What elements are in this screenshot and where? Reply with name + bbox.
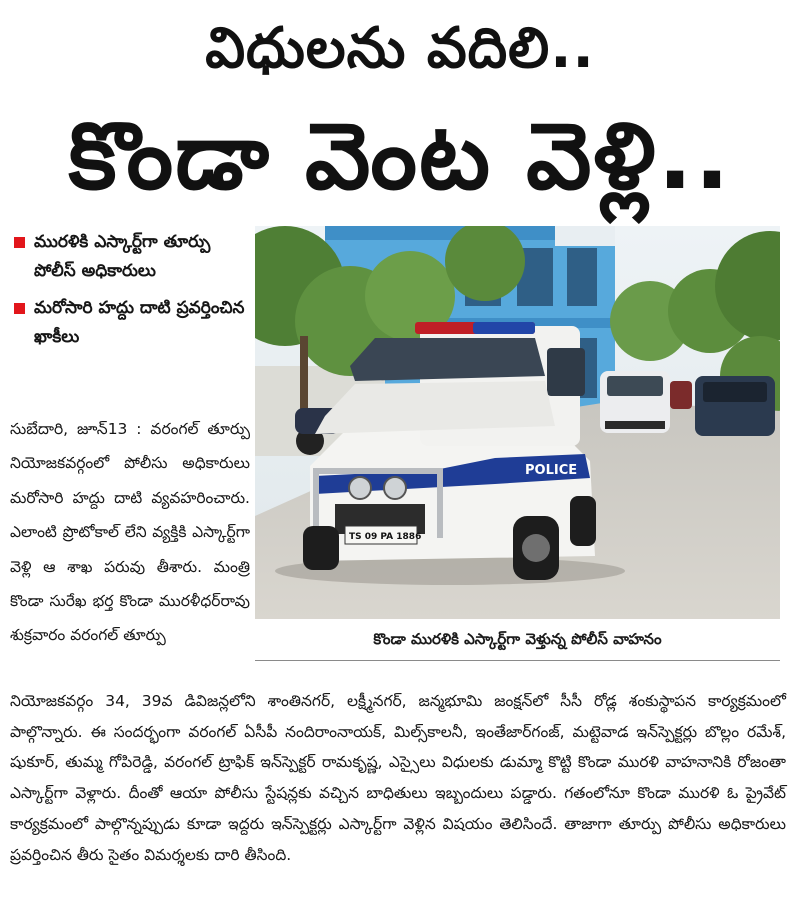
number-plate: TS 09 PA 1886: [349, 532, 422, 542]
caption-divider: [255, 660, 780, 661]
photo-caption: కొండా మురళికి ఎస్కార్ట్‌గా వెళ్తున్న పోలీస్ వాహనం: [373, 630, 662, 648]
bullet-square-icon: [14, 237, 25, 248]
headline-line-1: విధులను వదిలి..: [205, 16, 595, 81]
highlight-item: [10, 294, 250, 352]
police-vehicle-photo: [255, 226, 780, 619]
vehicle-marking: POLICE: [525, 463, 578, 478]
headline-line-2: కొండా వెంట వెళ్లి..: [68, 103, 732, 210]
highlight-item: [10, 228, 250, 286]
highlights-list: [10, 228, 250, 360]
highlight-text: మరోసారి హద్దు దాటి ప్రవర్తించిన ఖాకీలు: [34, 298, 245, 347]
article-column-text: సుబేదారి, జూన్13 : వరంగల్ తూర్పు నియోజకవర్గంలో పోలీసు అధికారులు మరోసారి హద్దు దాటి వ్యవహరించారు. ఎలాంటి ప్రొటోకాల్ లేని వ్యక్తికి ఎస్కార్ట్‌గా వెళ్లి ఆ శాఖ పరువు తీశారు. మంత్రి కొండా సురేఖ భర్త కొండా మురళీధర్‌రావు శుక్రవారం వరంగల్ తూర్పు: [10, 420, 250, 645]
bullet-square-icon: [14, 303, 25, 314]
highlight-text: మురళికి ఎస్కార్ట్‌గా తూర్పు పోలీస్ అధికారులు: [34, 232, 211, 281]
news-photo: [255, 226, 780, 619]
article-full-text: నియోజకవర్గం 34, 39వ డివిజన్లలోని శాంతినగర్, లక్ష్మీనగర్, జన్మభూమి జంక్షన్‌లో సీసీ రోడ్ల శంకుస్థాపన కార్యక్రమంలో పాల్గొన్నారు. ఈ సందర్భంగా వరంగల్ ఏసీపీ నందిరాంనాయక్, మిల్స్‌కాలనీ, ఇంతేజార్‌గంజ్, మట్టెవాడ ఇన్‌స్పెక్టర్లు బొల్లం రమేశ్, షుకూర్, తుమ్మ గోపిరెడ్డి, వరంగల్ ట్రాఫిక్ ఇన్‌స్పెక్టర్ రామకృష్ణ, ఎస్సైలు విధులకు డుమ్మా కొట్టి కొండా మురళి వాహనానికి రోజంతా ఎస్కార్ట్‌గా వెళ్లారు. దీంతో ఆయా పోలీసు స్టేషన్లకు వచ్చిన బాధితులు ఇబ్బందులు పడ్డారు. గతంలోనూ కొండా మురళి ఓ ప్రైవేట్ కార్యక్రమంలో పాల్గొన్నప్పుడు కూడా ఇద్దరు ఇన్‌స్పెక్టర్లు ఎస్కార్ట్‌గా వెళ్లిన విషయం తెలిసిందే. తాజాగా తూర్పు పోలీసు అధికారులు ప్రవర్తించిన తీరు సైతం విమర్శలకు దారి తీసింది.: [10, 692, 786, 864]
